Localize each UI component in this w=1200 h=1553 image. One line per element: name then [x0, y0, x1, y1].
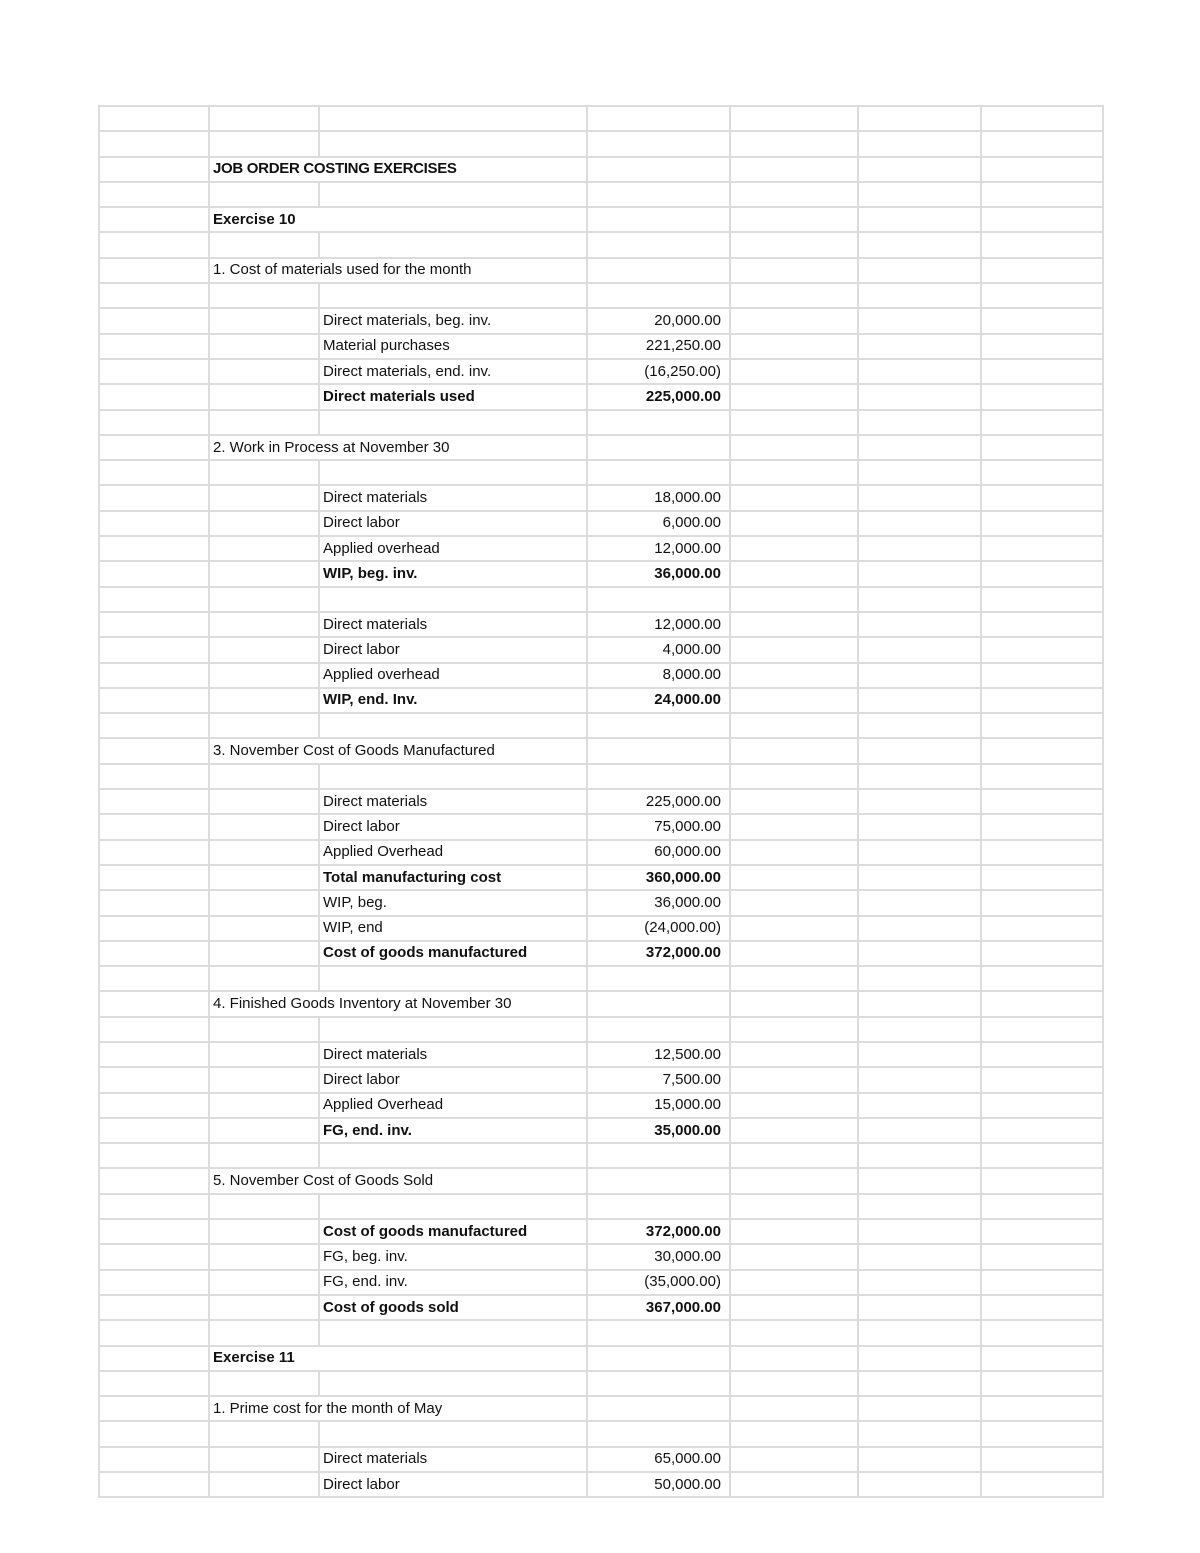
total-label: Cost of goods manufactured: [319, 1219, 587, 1244]
table-row: [99, 1219, 1103, 1244]
table-row: [99, 258, 1103, 283]
table-row: [99, 561, 1103, 586]
table-row: [99, 1396, 1103, 1421]
row-value: 30,000.00: [587, 1244, 730, 1269]
table-row: [99, 485, 1103, 510]
row-value: 15,000.00: [587, 1093, 730, 1118]
row-label: Direct labor: [319, 637, 587, 662]
row-label: Direct materials: [319, 1447, 587, 1472]
table-row: [99, 890, 1103, 915]
row-label: Direct labor: [319, 511, 587, 536]
table-row: [99, 283, 1103, 308]
table-row: [99, 789, 1103, 814]
table-row: [99, 1194, 1103, 1219]
table-row: [99, 941, 1103, 966]
table-row: [99, 232, 1103, 257]
spreadsheet-grid: [98, 105, 1104, 1498]
total-label: Total manufacturing cost: [319, 865, 587, 890]
row-label: FG, end. inv.: [319, 1270, 587, 1295]
row-value: 20,000.00: [587, 308, 730, 333]
row-value: 50,000.00: [587, 1472, 730, 1497]
row-value: 60,000.00: [587, 840, 730, 865]
row-value: (16,250.00): [587, 359, 730, 384]
table-row: [99, 1143, 1103, 1168]
table-row: [99, 1447, 1103, 1472]
table-row: [99, 157, 1103, 182]
row-value: 12,000.00: [587, 612, 730, 637]
table-row: [99, 764, 1103, 789]
table-row: [99, 587, 1103, 612]
row-label: FG, beg. inv.: [319, 1244, 587, 1269]
table-row: [99, 536, 1103, 561]
table-row: [99, 182, 1103, 207]
row-label: Direct materials: [319, 612, 587, 637]
row-label: Direct materials: [319, 789, 587, 814]
section-heading-cogm: 3. November Cost of Goods Manufactured: [209, 738, 587, 763]
total-value: 36,000.00: [587, 561, 730, 586]
table-row: [99, 435, 1103, 460]
table-row: [99, 738, 1103, 763]
table-row: [99, 1168, 1103, 1193]
page-title: JOB ORDER COSTING EXERCISES: [209, 157, 587, 182]
table-row: [99, 688, 1103, 713]
row-label: Direct labor: [319, 814, 587, 839]
row-value: 6,000.00: [587, 511, 730, 536]
table-row: [99, 814, 1103, 839]
row-label: WIP, end: [319, 916, 587, 941]
table-row: [99, 207, 1103, 232]
table-row: [99, 460, 1103, 485]
table-row: [99, 916, 1103, 941]
table-row: [99, 840, 1103, 865]
table-row: [99, 1017, 1103, 1042]
row-label: Applied overhead: [319, 536, 587, 561]
row-label: Direct materials, beg. inv.: [319, 308, 587, 333]
row-value: (24,000.00): [587, 916, 730, 941]
row-value: 225,000.00: [587, 789, 730, 814]
row-label: Material purchases: [319, 334, 587, 359]
table-row: [99, 966, 1103, 991]
row-value: 12,000.00: [587, 536, 730, 561]
table-row: [99, 1270, 1103, 1295]
total-value: 360,000.00: [587, 865, 730, 890]
table-row: [99, 1067, 1103, 1092]
total-value: 24,000.00: [587, 688, 730, 713]
row-label: Direct materials: [319, 485, 587, 510]
row-value: 18,000.00: [587, 485, 730, 510]
table-row: [99, 511, 1103, 536]
section-heading-fg-inventory: 4. Finished Goods Inventory at November 30: [209, 991, 587, 1016]
table-row: [99, 1371, 1103, 1396]
total-value: 372,000.00: [587, 941, 730, 966]
table-row: [99, 1421, 1103, 1446]
table-row: [99, 1118, 1103, 1143]
table-row: [99, 384, 1103, 409]
row-label: Direct materials: [319, 1042, 587, 1067]
table-row: [99, 991, 1103, 1016]
row-value: 7,500.00: [587, 1067, 730, 1092]
table-row: [99, 1093, 1103, 1118]
exercise-10-heading: Exercise 10: [209, 207, 587, 232]
table-row: [99, 1472, 1103, 1497]
table-row: [99, 410, 1103, 435]
row-value: 12,500.00: [587, 1042, 730, 1067]
table-row: [99, 131, 1103, 156]
table-row: [99, 612, 1103, 637]
total-label: WIP, end. Inv.: [319, 688, 587, 713]
row-label: Applied Overhead: [319, 840, 587, 865]
total-label: Direct materials used: [319, 384, 587, 409]
row-label: Direct labor: [319, 1472, 587, 1497]
total-label: WIP, beg. inv.: [319, 561, 587, 586]
section-heading-prime-cost: 1. Prime cost for the month of May: [209, 1396, 587, 1421]
total-value: 367,000.00: [587, 1295, 730, 1320]
row-value: 65,000.00: [587, 1447, 730, 1472]
total-value: 372,000.00: [587, 1219, 730, 1244]
total-value: 225,000.00: [587, 384, 730, 409]
table-row: [99, 334, 1103, 359]
table-row: [99, 1042, 1103, 1067]
table-row: [99, 1295, 1103, 1320]
section-heading-cogs: 5. November Cost of Goods Sold: [209, 1168, 587, 1193]
row-label: Applied overhead: [319, 663, 587, 688]
section-heading-wip: 2. Work in Process at November 30: [209, 435, 587, 460]
row-label: Direct materials, end. inv.: [319, 359, 587, 384]
row-label: WIP, beg.: [319, 890, 587, 915]
row-value: 75,000.00: [587, 814, 730, 839]
table-row: [99, 106, 1103, 131]
table-row: [99, 663, 1103, 688]
row-label: Applied Overhead: [319, 1093, 587, 1118]
table-row: [99, 713, 1103, 738]
row-value: (35,000.00): [587, 1270, 730, 1295]
row-value: 8,000.00: [587, 663, 730, 688]
table-row: [99, 865, 1103, 890]
table-row: [99, 1244, 1103, 1269]
row-value: 36,000.00: [587, 890, 730, 915]
row-value: 221,250.00: [587, 334, 730, 359]
section-heading-materials-used: 1. Cost of materials used for the month: [209, 258, 587, 283]
table-row: [99, 637, 1103, 662]
table-row: [99, 308, 1103, 333]
total-label: Cost of goods manufactured: [319, 941, 587, 966]
total-label: FG, end. inv.: [319, 1118, 587, 1143]
table-row: [99, 359, 1103, 384]
total-value: 35,000.00: [587, 1118, 730, 1143]
total-label: Cost of goods sold: [319, 1295, 587, 1320]
row-value: 4,000.00: [587, 637, 730, 662]
row-label: Direct labor: [319, 1067, 587, 1092]
table-row: [99, 1320, 1103, 1345]
exercise-11-heading: Exercise 11: [209, 1346, 587, 1371]
table-row: [99, 1346, 1103, 1371]
